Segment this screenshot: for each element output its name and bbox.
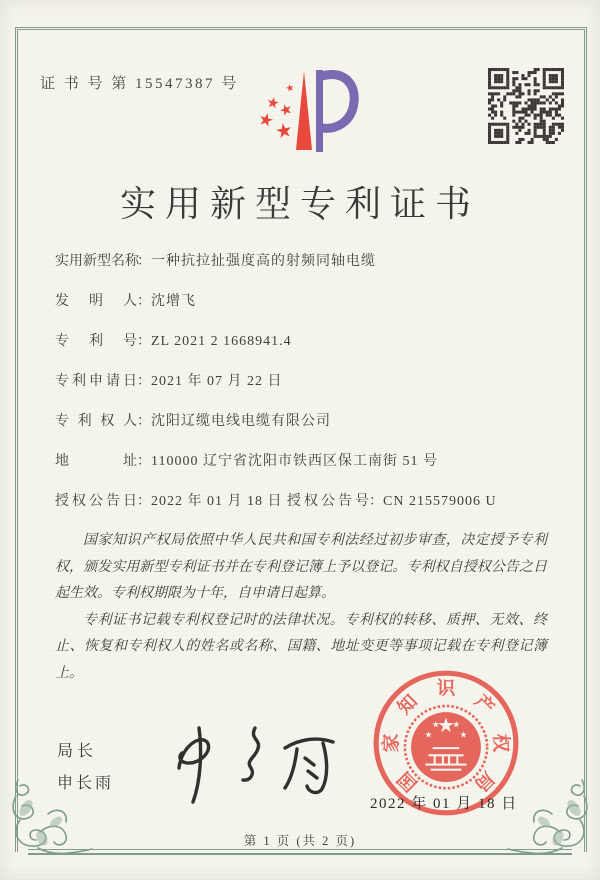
national-emblem-icon xyxy=(405,706,487,788)
field-label: 专利权人 xyxy=(55,414,137,429)
field-row-address xyxy=(55,450,555,490)
field-value: 一种抗拉扯强度高的射频同轴电缆 xyxy=(151,254,376,269)
field-list xyxy=(55,250,555,490)
field-row-inventor xyxy=(55,290,555,330)
svg-text:国: 国 xyxy=(394,767,422,795)
grant-no-value: CN 215579006 U xyxy=(383,494,497,509)
field-colon: ： xyxy=(137,414,151,429)
field-colon: ： xyxy=(137,494,151,509)
director-signature xyxy=(155,712,345,812)
field-colon: ： xyxy=(369,494,383,509)
svg-text:知: 知 xyxy=(394,691,422,719)
grant-date-label: 授权公告日 xyxy=(55,494,137,509)
field-row-name xyxy=(55,250,555,290)
qr-code xyxy=(488,68,564,144)
cnipa-logo-icon xyxy=(238,58,362,164)
field-colon: ： xyxy=(137,454,151,469)
field-value: ZL 2021 2 1668941.4 xyxy=(151,334,292,349)
field-label: 地址 xyxy=(55,454,137,469)
field-label: 实用新型名称 xyxy=(55,254,139,269)
grant-date-value: 2022 年 01 月 18 日 xyxy=(151,494,283,509)
seal-date: 2022 年 01 月 18 日 xyxy=(370,796,518,812)
field-label: 专利号 xyxy=(55,334,137,349)
signer-title: 局长 xyxy=(57,743,98,760)
grant-date-group xyxy=(55,490,283,510)
field-colon: ： xyxy=(137,294,151,309)
field-label: 专利申请日 xyxy=(55,374,137,389)
field-label: 发明人 xyxy=(55,294,137,309)
certificate-title: 实用新型专利证书 xyxy=(119,184,480,224)
field-colon: ： xyxy=(137,254,151,269)
svg-text:权: 权 xyxy=(490,733,511,753)
certificate-number: 证 书 号 第 15547387 号 xyxy=(40,76,239,92)
field-colon: ： xyxy=(137,334,151,349)
field-colon: ： xyxy=(137,374,151,389)
corner-flourish-left xyxy=(4,778,96,862)
grant-row xyxy=(0,490,600,514)
field-row-patent-no xyxy=(55,330,555,370)
legal-paragraph-1: 国家知识产权局依照中华人民共和国专利法经过初步审查，决定授予专利权，颁发实用新型专利证书并在专利登记簿上予以登记。专利权自授权公告之日起生效。专利权期限为十年，自申请日起算。 xyxy=(55,533,547,601)
field-value: 沈增飞 xyxy=(151,294,196,309)
grant-no-group xyxy=(287,490,497,510)
signer-name: 申长雨 xyxy=(57,775,115,792)
grant-no-label: 授权公告号 xyxy=(287,494,369,509)
page-number: 第 1 页 (共 2 页) xyxy=(243,834,357,848)
field-value: 沈阳辽缆电线电缆有限公司 xyxy=(151,414,331,429)
svg-text:识: 识 xyxy=(436,678,456,699)
svg-text:局: 局 xyxy=(470,767,498,795)
bottom-rule xyxy=(28,849,572,855)
svg-text:家: 家 xyxy=(381,733,402,753)
legal-text xyxy=(55,528,547,687)
svg-text:产: 产 xyxy=(470,691,498,719)
field-value: 110000 辽宁省沈阳市铁西区保工南街 51 号 xyxy=(151,454,438,469)
field-value: 2021 年 07 月 22 日 xyxy=(151,374,283,389)
corner-flourish-right xyxy=(504,778,596,862)
field-row-filing-date xyxy=(55,370,555,410)
field-row-patentee xyxy=(55,410,555,450)
legal-paragraph-2: 专利证书记载专利权登记时的法律状况。专利权的转移、质押、无效、终止、恢复和专利权人的姓名或名称、国籍、地址变更等事项记载在专利登记簿上。 xyxy=(55,612,547,681)
